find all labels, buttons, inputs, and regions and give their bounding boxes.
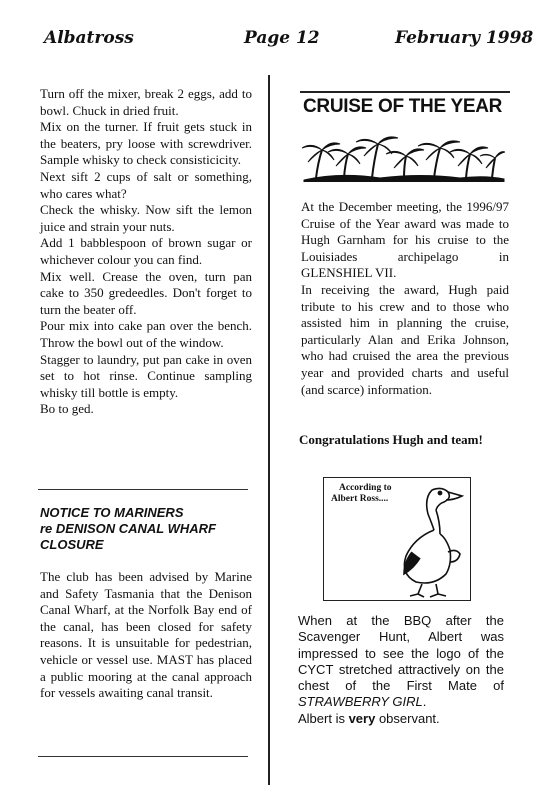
albert-ross-text [298, 613, 504, 727]
recipe-paragraph: Next sift 2 cups of salt or something, who cares what? [40, 168, 252, 201]
recipe-paragraph: Stagger to laundry, put pan cake in oven set to hot rinse. Continue sampling whisky till bottle is empty. [40, 351, 252, 400]
notice-title-line: re DENISON CANAL WHARF [40, 521, 216, 536]
notice-title-line: CLOSURE [40, 537, 104, 552]
notice-title-line: NOTICE TO MARINERS [40, 505, 184, 520]
publication-name: Albatross [44, 28, 134, 48]
palm-trees-illustration [300, 132, 505, 182]
recipe-paragraph: Check the whisky. Now sift the lemon juice and strain your nuts. [40, 202, 252, 234]
notice-body: The club has been advised by Marine and Safety Tasmania that the Denison Canal Wharf, at the Norfolk Bay end of the canal, has been closed for safety reasons. It is unsuitable for pedestrian, vehicle or vessel use. MAST has placed a public mooring at the canal approach for vessels awaiting canal transit. [40, 569, 252, 701]
albert-text: When at the BBQ after the Scavenger Hunt, Albert was impressed to see the logo of the CYCT stretched attractively on the chest of the First Mate of [298, 613, 504, 694]
recipe-paragraph: Mix well. Crease the oven, turn pan cake to 350 gredeedles. Don't forget to turn the beater off. [40, 268, 252, 317]
albert-text: Albert is [298, 710, 349, 726]
recipe-paragraph: Add 1 babblespoon of brown sugar or whichever colour you can find. [40, 235, 252, 267]
article-paragraph: At the December meeting, the 1996/97 Cruise of the Year award was made to Hugh Garnham for his cruise to the Louisiades archipelago in GLENSHIEL VII. [301, 199, 509, 281]
recipe-paragraph: Bo to ged. [40, 401, 94, 417]
section-divider [38, 756, 248, 757]
cruise-article [301, 199, 509, 398]
emphasis-word: very [348, 710, 376, 726]
recipe-text [40, 86, 252, 418]
notice-title [40, 505, 255, 553]
recipe-paragraph: Mix on the turner. If fruit gets stuck in the beaters, pry loose with screwdriver. Sample whisky to check consisticicity. [40, 119, 252, 168]
boat-name: STRAWBERRY GIRL [298, 694, 423, 710]
section-rule [300, 91, 510, 93]
albatross-icon [324, 478, 470, 600]
caption-line: Albert Ross.... [331, 494, 389, 504]
recipe-paragraph: Pour mix into cake pan over the bench. Throw the bowl out of the window. [40, 318, 252, 350]
page-number: Page 12 [244, 28, 320, 48]
recipe-paragraph: Turn off the mixer, break 2 eggs, add to bowl. Chuck in dried fruit. [40, 86, 252, 118]
cruise-title: CRUISE OF THE YEAR [303, 96, 503, 117]
albert-text: . [422, 694, 427, 710]
albert-text: observant. [375, 710, 440, 726]
issue-date: February 1998 [395, 28, 534, 48]
column-rule [268, 75, 270, 785]
albatross-cartoon-box [323, 477, 471, 601]
section-divider [38, 489, 248, 490]
caption-line: According to [339, 483, 392, 493]
article-paragraph: In receiving the award, Hugh paid tribute to his crew and to those who assisted him in planning the cruise, particularly Alan and Erika Johnson, who had cruised the area the previous year and provided charts and useful (and scarce) information. [301, 281, 509, 397]
congratulations-line: Congratulations Hugh and team! [299, 432, 483, 447]
